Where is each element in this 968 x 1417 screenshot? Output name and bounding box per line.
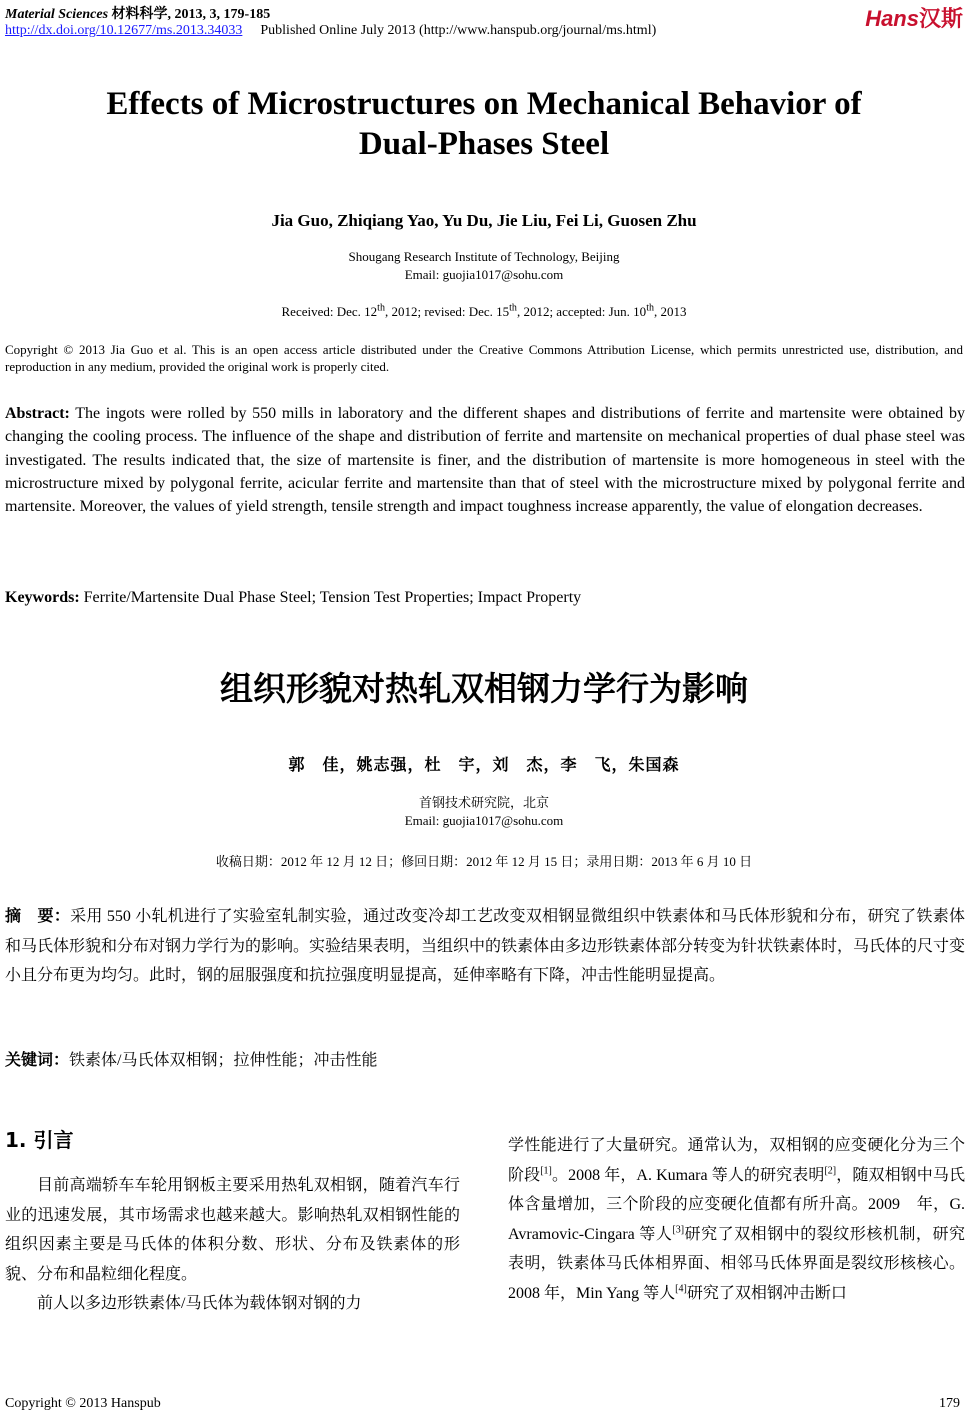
citation[interactable]: [3] [672,1224,685,1236]
hans-logo: Hans汉斯 [865,6,963,31]
journal-name: Material Sciences [5,7,109,22]
body-column-right [508,1131,965,1308]
section-heading-intro: 1. 引言 [5,1128,74,1152]
abstract-label: Abstract: [5,405,70,422]
abstract-cn: 摘 要：采用 550 小轧机进行了实验室轧制实验，通过改变冷却工艺改变双相钢显微组织中铁素体和马氏体形貌和分布，研究了铁素体和马氏体形貌和分布对钢力学行为的影响。实验结果表明，当组织中的铁素体由多边形铁素体部分转变为针状铁素体时，马氏体的尺寸变小且分布更为均匀。此时，钢的屈服强度和抗拉强度明显提高，延伸率略有下降，冲击性能明显提高。 [5,906,966,984]
abstract-cn-label: 摘 要： [5,906,71,925]
body-column-left [5,1171,460,1319]
journal-info: 材料科学, 2013, 3, 179-185 [108,7,271,22]
title-en: Effects of Microstructures on Mechanical Behavior of Dual-Phases Steel [106,86,862,162]
affiliation-cn: 首钢技术研究院，北京 [418,795,549,810]
affiliation-en: Shougang Research Institute of Technology, Beijing [348,249,620,264]
published-online: Published Online July 2013 (http://www.hanspub.org/journal/ms.html) [260,23,657,38]
citation[interactable]: [1] [540,1165,552,1177]
copyright-note: Copyright © 2013 Jia Guo et al. This is an open access article distributed under the Creative Commons Attribution License, which permits unrestricted use, distribution, and reproduction in any medium, provided the original work is properly cited. [5,342,963,374]
email-cn: Email: guojia1017@sohu.com [404,813,564,828]
received-dates-en: Received: Dec. 12th, 2012; revised: Dec. 15th, 2012; accepted: Jun. 10th, 2013 [281,302,687,319]
page-number: 179 [939,1396,960,1411]
authors-en: Jia Guo, Zhiqiang Yao, Yu Du, Jie Liu, Fei Li, Guosen Zhu [271,211,697,230]
keywords-cn-label: 关键词： [5,1050,70,1069]
keywords-cn: 关键词：铁素体/马氏体双相钢；拉伸性能；冲击性能 [5,1050,378,1069]
keywords-label: Keywords: [5,589,80,606]
email-en: Email: guojia1017@sohu.com [404,267,564,282]
abstract-en: Abstract: The ingots were rolled by 550 mills in laboratory and the different shapes and distributions of ferrite and martensite were obtained by changing the cooling process. The influence of the shape and distribution of ferrite and martensite on mechanical properties of dual phase steel was investigated. The results indicated that, the size of martensite is finer, and the distribution of martensite is more homogeneous in steel with the microstructure mixed by polygonal ferrite, acicular ferrite and martensite than that of steel with the microstructure mixed by polygonal ferrite and martensite. Moreover, the values of yield strength, tensile strength and impact toughness increase apparently, the value of elongation decreases. [5,405,965,516]
paragraph: 目前高端轿车车轮用钢板主要采用热轧双相钢，随着汽车行业的迅速发展，其市场需求也越来越大。影响热轧双相钢性能的组织因素主要是马氏体的体积分数、形状、分布及铁素体的形貌、分布和晶粒细化程度。 [5,1177,460,1283]
paragraph: 前人以多边形铁素体/马氏体为载体钢对钢的力 [37,1295,362,1312]
doi-link[interactable]: http://dx.doi.org/10.12677/ms.2013.34033 [5,23,243,38]
keywords-en: Keywords: Ferrite/Martensite Dual Phase Steel; Tension Test Properties; Impact Property [5,589,582,606]
authors-cn: 郭 佳，姚志强，杜 宇，刘 杰，李 飞，朱国森 [288,755,680,774]
title-cn: 组织形貌对热轧双相钢力学行为影响 [220,669,748,708]
citation[interactable]: [2] [824,1165,837,1177]
citation[interactable]: [4] [675,1283,687,1295]
received-dates-cn: 收稿日期：2012 年 12 月 12 日；修回日期：2012 年 12 月 15 日；录用日期：2013 年 6 月 10 日 [215,854,753,869]
paragraph: 学性能进行了大量研究。通常认为，双相钢的应变硬化分为三个阶段[1]。2008 年，A. Kumara 等人的研究表明[2]，随双相钢中马氏体含量增加，三个阶段的应变硬化值都有所升高。2009 年，G. Avramovic-Cingara 等人[3]研究了双相钢中的裂纹形核机制，研究表明，铁素体马氏体相界面、相邻马氏体界面是裂纹形核核心。2008 年，Min Yang 等人[4]研究了双相钢冲击断口 [508,1137,965,1302]
journal-header [5,3,270,23]
footer-copyright: Copyright © 2013 Hanspub [5,1396,161,1411]
doi-line [5,23,656,39]
